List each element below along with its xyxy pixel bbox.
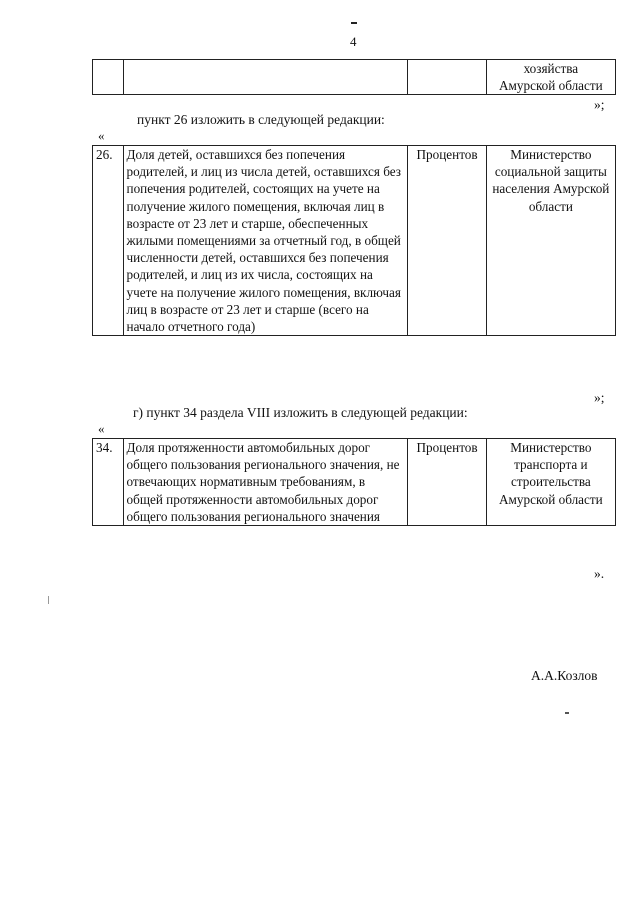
org-line: хозяйства bbox=[523, 61, 579, 76]
cell-organization: Министерство транспорта и строительства Амурской области bbox=[486, 439, 615, 526]
table-row bbox=[93, 146, 616, 336]
cell-number: 26. bbox=[93, 146, 124, 336]
table-row bbox=[93, 60, 616, 95]
opening-quote: « bbox=[98, 128, 105, 143]
scan-speck bbox=[565, 712, 569, 714]
closing-quote: ». bbox=[594, 566, 605, 581]
cell-unit: Процентов bbox=[408, 146, 486, 336]
instruction-point-26: пункт 26 изложить в следующей редакции: bbox=[137, 112, 385, 127]
cell-organization: Министерство социальной защиты населения Амурской области bbox=[486, 146, 615, 336]
cell-unit: Процентов bbox=[408, 439, 486, 526]
table-point-26 bbox=[92, 145, 616, 336]
page-number: 4 bbox=[350, 34, 357, 49]
table-continuation bbox=[92, 59, 616, 95]
signature-name: А.А.Козлов bbox=[531, 668, 598, 683]
org-line: Амурской области bbox=[499, 78, 603, 94]
cell-description bbox=[123, 60, 408, 95]
cell-description: Доля протяженности автомобильных дорог общего пользования регионального значения, не отвечающих нормативным требованиям, в общей протяженности автомобильных дорог общего пользования регионального значения bbox=[123, 439, 408, 526]
closing-quote: »; bbox=[594, 97, 605, 112]
table-row bbox=[93, 439, 616, 526]
table-point-34 bbox=[92, 438, 616, 526]
opening-quote: « bbox=[98, 421, 105, 436]
scan-mark bbox=[351, 22, 357, 24]
cell-number bbox=[93, 60, 124, 95]
cell-unit bbox=[408, 60, 486, 95]
closing-quote: »; bbox=[594, 390, 605, 405]
scan-speck bbox=[48, 596, 49, 604]
cell-description: Доля детей, оставшихся без попечения родителей, и лиц из числа детей, оставшихся без попечения родителей, состоящих на учете на получение жилого помещения, включая лиц в возрасте от 23 лет и старше, обеспеченных жилыми помещениями за отчетный год, в общей численности детей, оставшихся без попечения родителей, и лиц из их числа, состоящих на учете на получение жилого помещения, включая лиц в возрасте от 23 лет и старше (всего на начало отчетного года) bbox=[123, 146, 408, 336]
instruction-point-34: г) пункт 34 раздела VIII изложить в следующей редакции: bbox=[133, 405, 468, 420]
cell-organization bbox=[486, 60, 615, 95]
cell-number: 34. bbox=[93, 439, 124, 526]
